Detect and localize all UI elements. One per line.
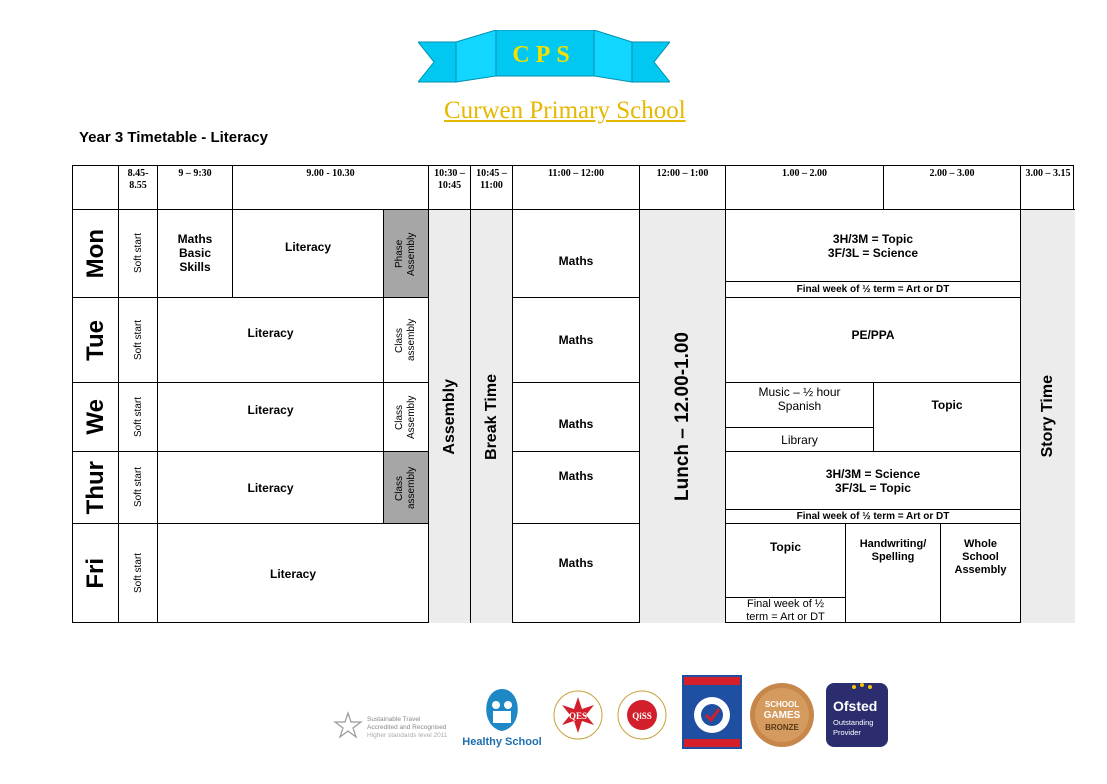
mon-maths xyxy=(512,209,639,297)
sustainable-line2: Accredited and Recognised xyxy=(367,724,447,731)
col-header-text: 12:00 – 1:00 xyxy=(656,168,709,179)
maths-text: Maths xyxy=(558,253,594,268)
day-label-tue xyxy=(73,297,119,382)
corner-cell xyxy=(73,166,119,209)
col-header xyxy=(1020,166,1075,209)
col-header-text: 9.00 - 10.30 xyxy=(306,168,355,179)
soft-start-cell xyxy=(118,209,157,297)
day-label-thu xyxy=(73,451,119,523)
class-assembly-text: Class assembly xyxy=(394,318,417,362)
soft-start-cell xyxy=(118,523,157,623)
maths-text: Maths xyxy=(558,469,594,483)
col-header-text: 2.00 – 3.00 xyxy=(929,168,975,179)
fri-maths xyxy=(512,523,639,623)
qes-text: QES xyxy=(568,711,588,721)
col-header xyxy=(118,166,157,209)
col-header xyxy=(470,166,512,209)
whole-school-text: Whole School Assembly xyxy=(954,538,1007,576)
literacy-text: Literacy xyxy=(247,480,294,495)
mon-afternoon-line1: 3H/3M = Topic xyxy=(832,231,914,246)
col-header-text: 10:30 – 10:45 xyxy=(434,168,465,191)
tue-class-assembly xyxy=(383,297,428,382)
ofsted-line2: Outstanding xyxy=(833,718,874,727)
school-games-logo xyxy=(750,683,814,747)
assembly-text: Assembly xyxy=(440,378,458,455)
music-text: Music – ½ hour xyxy=(758,385,841,399)
col-header xyxy=(512,166,639,209)
qiss-logo xyxy=(618,691,666,739)
final-week-text: Final week of ½ term = Art or DT xyxy=(796,284,950,295)
day-text: Fri xyxy=(82,558,109,589)
class-assembly-text: Class assembly xyxy=(394,466,417,509)
col-header-text: 3.00 – 3.15 xyxy=(1025,168,1071,179)
wed-music-content xyxy=(758,385,840,413)
col-header xyxy=(428,166,470,209)
soft-start-text: Soft start xyxy=(132,553,144,594)
day-text: Mon xyxy=(82,228,109,279)
thu-class-assembly xyxy=(383,451,428,523)
day-label-wed xyxy=(73,382,119,451)
literacy-text: Literacy xyxy=(269,566,317,581)
healthy-school-text: Healthy School xyxy=(462,736,542,748)
fri-topic xyxy=(725,523,845,597)
col-header-text: 9 – 9:30 xyxy=(178,168,212,179)
wed-library xyxy=(725,427,873,451)
col-header xyxy=(883,166,1020,209)
day-label-fri xyxy=(73,523,119,623)
col-header-text: 1.00 – 2.00 xyxy=(782,168,827,179)
class-assembly-text: Class Assembly xyxy=(394,395,417,439)
day-text: Tue xyxy=(82,319,109,361)
lunch-column xyxy=(639,209,725,623)
col-header-text: 10:45 – 11:00 xyxy=(476,168,507,191)
handwriting-text: Handwriting/ Spelling xyxy=(859,538,927,563)
pe-ppa-text: PE/PPA xyxy=(851,328,895,342)
maths-text: Maths xyxy=(558,333,594,347)
wed-class-assembly xyxy=(383,382,428,451)
soft-start-cell xyxy=(118,451,157,523)
school-name: Curwen Primary School xyxy=(444,97,686,124)
sustainable-travel-logo xyxy=(335,713,448,739)
quality-mark-logo xyxy=(682,675,742,749)
literacy-text: Literacy xyxy=(247,403,294,417)
day-label-mon xyxy=(73,209,119,297)
mon-maths-basic-skills xyxy=(157,209,232,297)
timetable xyxy=(72,165,1074,623)
topic-text: Topic xyxy=(931,398,963,412)
sustainable-line3: Higher standards level 2011 xyxy=(367,732,448,739)
mon-maths-basic-text: Maths Basic Skills xyxy=(177,232,213,274)
day-text: Thur xyxy=(82,460,109,515)
break-time-column xyxy=(470,209,512,623)
assembly-column xyxy=(428,209,470,623)
mon-literacy xyxy=(232,209,383,297)
wed-literacy xyxy=(157,382,383,451)
wed-topic xyxy=(873,382,1020,451)
tue-afternoon xyxy=(725,297,1020,382)
topic-text: Topic xyxy=(769,540,802,554)
soft-start-text: Soft start xyxy=(132,467,144,508)
fri-final-week xyxy=(725,597,845,623)
story-time-column xyxy=(1020,209,1075,623)
soft-start-text: Soft start xyxy=(132,319,144,360)
qes-logo xyxy=(554,691,602,739)
story-time-text: Story Time xyxy=(1039,375,1056,458)
fri-handwriting-spelling xyxy=(845,523,940,623)
school-games-line3: BRONZE xyxy=(765,723,799,732)
ofsted-line1: Ofsted xyxy=(833,698,878,714)
literacy-text: Literacy xyxy=(247,326,294,340)
col-header-text: 8.45-8.55 xyxy=(127,168,149,191)
lunch-text: Lunch – 12.00-1.00 xyxy=(671,332,693,501)
literacy-text: Literacy xyxy=(284,240,332,254)
col-header xyxy=(725,166,883,209)
soft-start-text: Soft start xyxy=(132,233,144,274)
thu-afternoon-line2: 3F/3L = Topic xyxy=(835,480,911,495)
mon-afternoon-content xyxy=(828,232,918,260)
page-title: Year 3 Timetable - Literacy xyxy=(79,129,268,146)
col-header xyxy=(639,166,725,209)
fri-whole-school-assembly xyxy=(940,523,1020,623)
wed-music-spanish xyxy=(725,382,873,427)
soft-start-text: Soft start xyxy=(132,396,144,437)
sustainable-line1: Sustainable Travel xyxy=(367,716,421,723)
healthy-school-logo xyxy=(462,689,541,748)
thu-afternoon-line1: 3H/3M = Science xyxy=(825,466,921,481)
tue-maths xyxy=(512,297,639,382)
wed-maths xyxy=(512,382,639,451)
phase-assembly-text: Phase Assembly xyxy=(394,231,417,276)
thu-afternoon-content xyxy=(826,467,920,495)
mon-phase-assembly xyxy=(383,209,428,297)
soft-start-cell xyxy=(118,297,157,382)
library-text: Library xyxy=(781,432,818,447)
ofsted-line3: Provider xyxy=(833,728,861,737)
day-text: We xyxy=(82,399,109,435)
maths-text: Maths xyxy=(558,556,594,570)
col-header xyxy=(232,166,428,209)
thu-final-week xyxy=(725,509,1020,523)
thu-literacy xyxy=(157,451,383,523)
tue-literacy xyxy=(157,297,383,382)
break-time-text: Break Time xyxy=(482,373,500,460)
maths-text: Maths xyxy=(558,417,594,431)
fri-literacy xyxy=(157,523,428,623)
final-week-text: Final week of ½ term = Art or DT xyxy=(796,511,950,522)
mon-final-week xyxy=(725,281,1020,297)
thu-maths xyxy=(512,451,639,523)
col-header xyxy=(157,166,232,209)
thu-afternoon xyxy=(725,451,1020,509)
final-week-text: Final week of ½ term = Art or DT xyxy=(746,597,825,623)
ofsted-logo xyxy=(826,683,888,747)
school-games-line1: SCHOOL xyxy=(764,700,800,709)
soft-start-cell xyxy=(118,382,157,451)
school-games-line2: GAMES xyxy=(763,710,801,721)
spanish-text: Spanish xyxy=(777,399,822,413)
qiss-text: QiSS xyxy=(632,711,652,721)
mon-afternoon-line2: 3F/3L = Science xyxy=(827,245,919,260)
col-header-text: 11:00 – 12:00 xyxy=(547,168,605,179)
cps-banner-logo xyxy=(418,30,670,92)
accreditation-logos xyxy=(330,675,900,755)
cps-logo-text: CPS xyxy=(512,42,576,68)
mon-afternoon xyxy=(725,209,1020,281)
